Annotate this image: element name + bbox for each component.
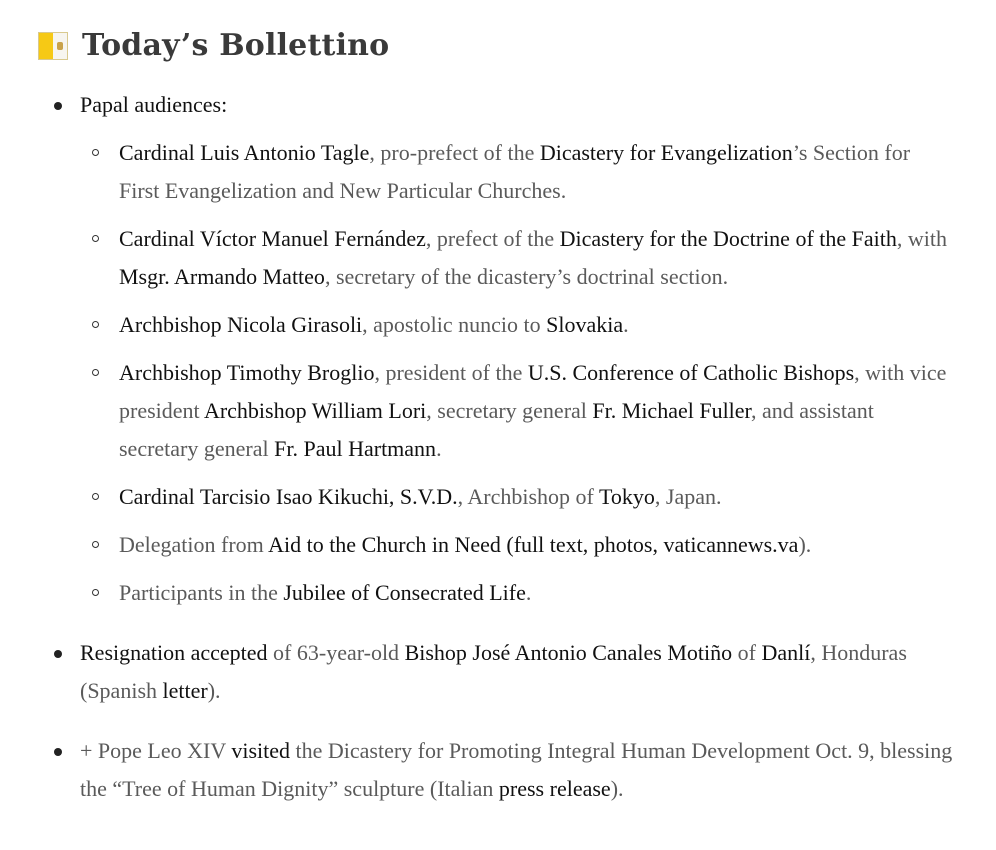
dicastery-link[interactable]: Dicastery for the Doctrine of the Faith	[559, 226, 897, 251]
audience-item	[119, 354, 949, 468]
audience-item	[119, 478, 949, 516]
audience-item	[119, 526, 949, 564]
resignation-text: of 63-year-old	[267, 640, 405, 665]
audience-text: , Japan.	[654, 484, 722, 509]
audience-name-link[interactable]: Fr. Michael Fuller	[592, 398, 752, 423]
audience-text: , pro-prefect of the	[369, 140, 540, 165]
vaticannews-link[interactable]: vaticannews.va	[663, 532, 799, 557]
papal-audiences-list	[119, 134, 949, 612]
audience-text: , Archbishop of	[457, 484, 599, 509]
resignation-link[interactable]: Resignation accepted	[80, 640, 268, 665]
audience-text: , and assistant secretary general	[119, 398, 874, 461]
list-item-papal-audiences	[80, 86, 960, 612]
audience-text: , with	[896, 226, 947, 251]
section-header	[38, 28, 389, 63]
visit-text: the Dicastery for Promoting Integral Human Development Oct. 9, blessing the “Tree of Human Dignity” sculpture (Italian	[80, 738, 953, 801]
audience-name-link[interactable]: Msgr. Armando Matteo	[119, 264, 325, 289]
list-item-resignation	[80, 634, 960, 710]
letter-link[interactable]: letter	[162, 678, 208, 703]
audience-text: Delegation from	[119, 532, 269, 557]
audience-text: .	[525, 580, 532, 605]
page-title: Today’s Bollettino	[82, 28, 390, 63]
audience-item	[119, 134, 949, 210]
full-text-link[interactable]: full text	[513, 532, 583, 557]
list-item-visit	[80, 732, 960, 808]
audience-text: , secretary of the dicastery’s doctrinal section.	[324, 264, 729, 289]
papal-audiences-heading: Papal audiences:	[80, 92, 228, 117]
audience-text: , prefect of the	[425, 226, 560, 251]
audience-text: Participants in the	[119, 580, 284, 605]
resignation-text: ).	[207, 678, 221, 703]
audience-name-link[interactable]: Cardinal Luis Antonio Tagle	[119, 140, 370, 165]
audience-text: .	[436, 436, 442, 461]
audience-text: , with vice president	[119, 360, 947, 423]
press-release-link[interactable]: press release	[498, 776, 611, 801]
audience-name-link[interactable]: Archbishop Nicola Girasoli	[119, 312, 363, 337]
visit-text: ).	[610, 776, 624, 801]
photos-link[interactable]: photos	[593, 532, 653, 557]
country-link[interactable]: Slovakia	[546, 312, 624, 337]
audience-name-link[interactable]: Cardinal Víctor Manuel Fernández	[119, 226, 426, 251]
audience-item	[119, 574, 949, 612]
bishop-name-link[interactable]: Bishop José Antonio Canales Motiño	[404, 640, 733, 665]
resignation-text: , Honduras (Spanish	[80, 640, 907, 703]
conference-link[interactable]: U.S. Conference of Catholic Bishops	[527, 360, 855, 385]
visit-text: + Pope Leo XIV	[80, 738, 232, 763]
audience-name-link[interactable]: Fr. Paul Hartmann	[274, 436, 437, 461]
audience-text: ,	[582, 532, 594, 557]
audience-text: ,	[652, 532, 664, 557]
audience-text: , secretary general	[426, 398, 593, 423]
audience-text: , president of the	[374, 360, 528, 385]
vatican-flag-icon	[38, 32, 68, 60]
audience-text: ’s Section for First Evangelization and New Particular Churches.	[119, 140, 911, 203]
audience-item	[119, 306, 949, 344]
visited-link[interactable]: visited	[231, 738, 290, 763]
audience-name-link[interactable]: Cardinal Tarcisio Isao Kikuchi, S.V.D.	[119, 484, 458, 509]
jubilee-link[interactable]: Jubilee of Consecrated Life	[283, 580, 526, 605]
audience-text: (	[500, 532, 514, 557]
diocese-link[interactable]: Danlí	[761, 640, 811, 665]
audience-text: ).	[798, 532, 812, 557]
audience-item	[119, 220, 949, 296]
audience-name-link[interactable]: Archbishop William Lori	[203, 398, 427, 423]
city-link[interactable]: Tokyo	[598, 484, 655, 509]
organization-link[interactable]: Aid to the Church in Need	[268, 532, 501, 557]
audience-text: , apostolic nuncio to	[362, 312, 547, 337]
dicastery-link[interactable]: Dicastery for Evangelization	[539, 140, 793, 165]
audience-name-link[interactable]: Archbishop Timothy Broglio	[119, 360, 375, 385]
bollettino-list	[80, 86, 960, 830]
resignation-text: of	[732, 640, 762, 665]
audience-text: .	[623, 312, 629, 337]
